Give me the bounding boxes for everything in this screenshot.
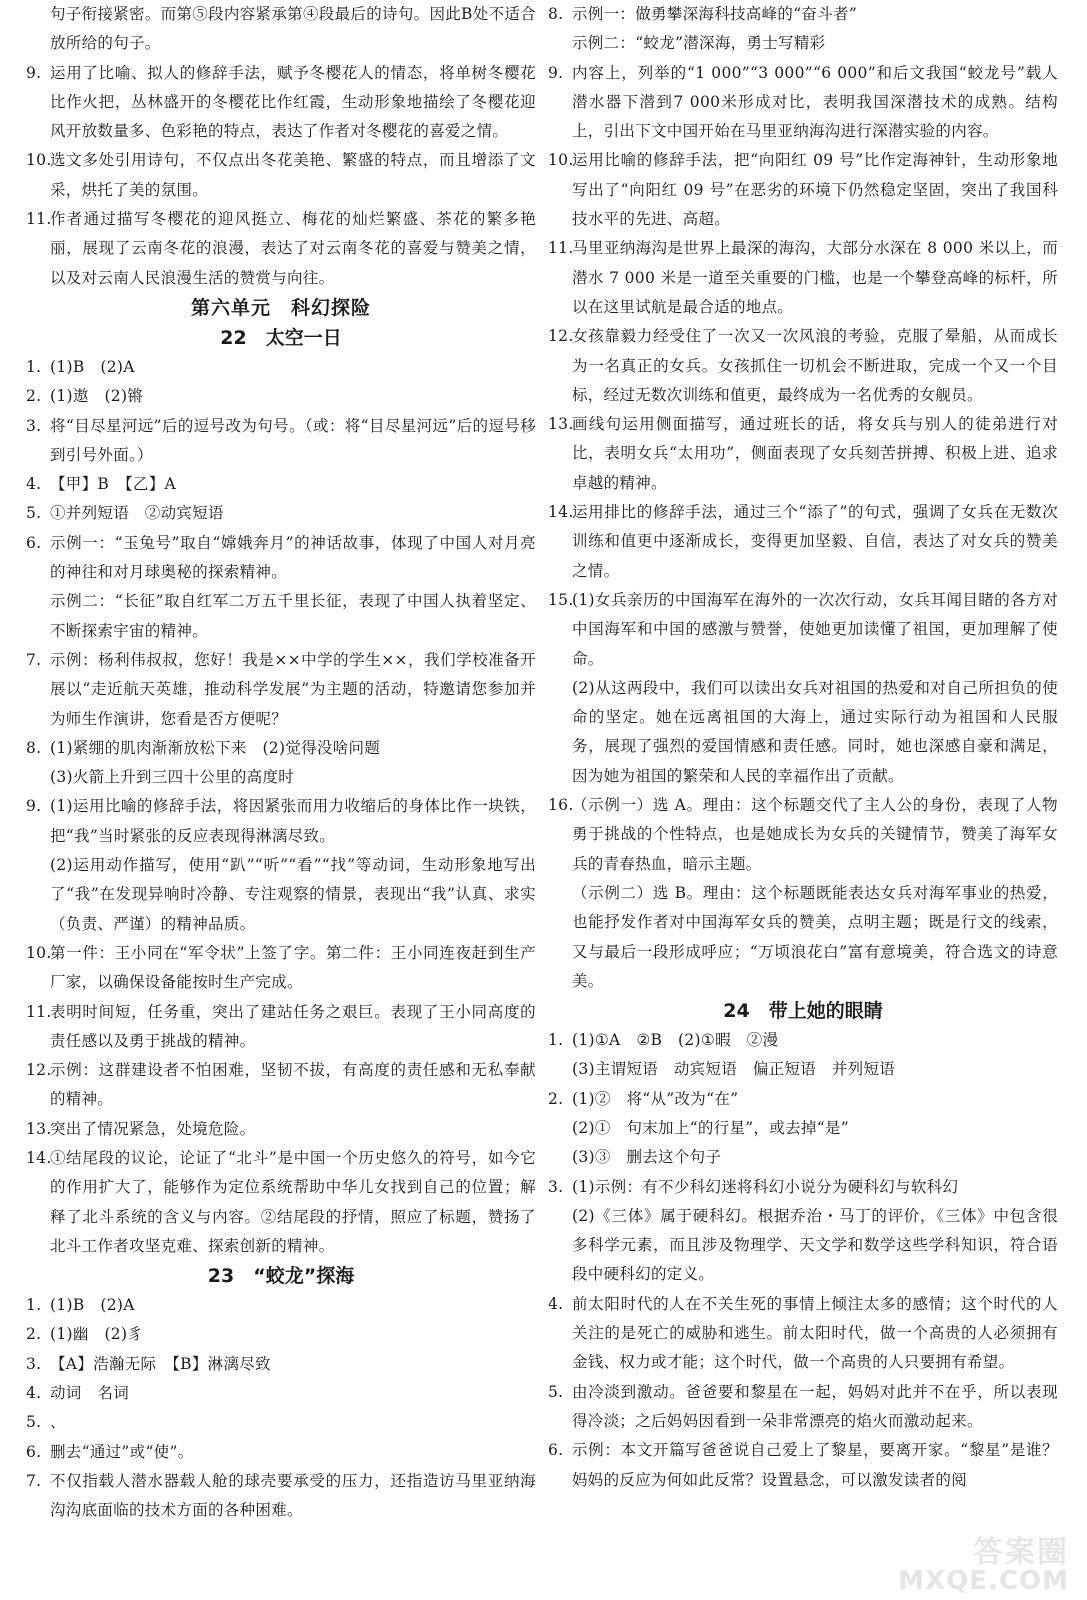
answer-item: [548, 1085, 1058, 1114]
question-number: 8.: [26, 738, 42, 757]
answer-item: [26, 1408, 536, 1437]
answer-item: [26, 1291, 536, 1320]
lesson-heading: 22 太空一日: [220, 326, 342, 349]
answer-item: [548, 322, 1058, 410]
answer-item: [26, 0, 536, 59]
question-number: 12.: [26, 1061, 52, 1080]
question-number: 2.: [548, 1089, 564, 1108]
question-number: 9.: [548, 63, 564, 82]
answer-sub-item: [548, 1143, 1058, 1172]
question-number: 4.: [26, 475, 42, 494]
question-number: 10.: [26, 151, 52, 170]
answer-item: [26, 646, 536, 734]
answer-text: 不仅指载人潜水器载人舱的球壳要承受的压力，还指造访马里亚纳海沟沟底面临的技术方面的各种困难。: [50, 1471, 536, 1520]
answer-text: 示例二：“长征”取自红军二万五千里长征，表现了中国人执着坚定、不断探索宇宙的精神。: [50, 592, 536, 640]
answer-text: 运用了比喻、拟人的修辞手法，赋予冬樱花人的情态，将单树冬樱花比作火把，丛林盛开的冬樱花比作红霞，生动形象地描绘了冬樱花迎风开放数量多、色彩艳的特点，表达了作者对冬樱花的喜爱之情。: [50, 63, 536, 141]
answer-item: [26, 939, 536, 998]
question-number: 5.: [548, 1382, 564, 1401]
question-number: 5.: [26, 1413, 42, 1432]
answer-item: [26, 412, 536, 471]
answer-text: 示例一：“玉兔号”取自“嫦娥奔月”的神话故事，体现了中国人对月亮的神往和对月球奥秘的探索精神。: [50, 533, 536, 582]
answer-text: 马里亚纳海沟是世界上最深的海沟，大部分水深在 8 000 米以上，而潜水 7 000 米是一道至关重要的门槛，也是一个攀登高峰的标杆，所以在这里试航是最合适的地点。: [572, 239, 1058, 316]
answer-item: [548, 1173, 1058, 1202]
question-number: 8.: [548, 5, 564, 23]
answer-text: (2)① 句末加上“的行星”，或去掉“是”: [572, 1118, 849, 1137]
answer-text: (2)《三体》属于硬科幻。根据乔治・马丁的评价，《三体》中包含很多科学元素，而且涉及物理学、天文学和数学这些学科知识，符合语段中硬科幻的定义。: [572, 1206, 1058, 1284]
answer-text: 选文多处引用诗句，不仅点出冬花美艳、繁盛的特点，而且增添了文采，烘托了美的氛围。: [50, 151, 536, 199]
answer-text: 【甲】B 【乙】A: [50, 475, 177, 494]
question-number: 4.: [26, 1384, 42, 1403]
answer-sub-item: [548, 1055, 1058, 1084]
answer-item: [548, 234, 1058, 322]
answer-text: (1)女兵亲历的中国海军在海外的一次次行动，女兵耳闻目睹的各方对中国海军和中国的感激与赞誉，使她更加读懂了祖国，更加理解了使命。: [572, 590, 1058, 668]
answer-item: [548, 1290, 1058, 1378]
answer-text: (2)运用动作描写，使用“趴”“听”“看”“找”等动词，生动形象地写出了“我”在发现异响时冷静、专注观察的情景，表现出“我”认真、求实（负责、严谨）的精神品质。: [50, 856, 536, 933]
question-number: 4.: [548, 1294, 564, 1313]
answer-item: [548, 1378, 1058, 1437]
question-number: 6.: [26, 533, 42, 552]
answer-text: 画线句运用侧面描写，通过班长的话，将女兵与别人的徒弟进行对比，表明女兵“太用功”，侧面表现了女兵刻苦拼搏、积极上进、追求卓越的精神。: [572, 415, 1058, 492]
question-number: 1.: [548, 1031, 564, 1050]
answer-item: [26, 1350, 536, 1379]
question-number: 6.: [548, 1441, 564, 1460]
answer-text: (1)遨 (2)锵: [50, 387, 144, 406]
answer-text: 由冷淡到激动。爸爸要和黎星在一起，妈妈对此并不在乎，所以表现得冷淡；之后妈妈因看到一朵非常漂亮的焰火而激动起来。: [572, 1382, 1058, 1430]
question-number: 14.: [548, 503, 574, 522]
answer-text: (2)从这两段中，我们可以读出女兵对祖国的热爱和对自己所担负的使命的坚定。她在远离祖国的大海上，通过实际行动为祖国和人民服务，展现了强烈的爱国情感和责任感。同时，她也深感自豪和满足，因为她为祖国的繁荣和人民的幸福作出了贡献。: [572, 678, 1058, 785]
answer-text: 女孩靠毅力经受住了一次又一次风浪的考验，克服了晕船，从而成长为一名真正的女兵。女孩抓住一切机会不断进取，完成一个又一个目标，经过无数次训练和值更，最终成为一名优秀的女舰员。: [572, 327, 1058, 404]
question-number: 5.: [26, 504, 42, 523]
answer-text: 、: [50, 1413, 66, 1432]
answer-item: [26, 734, 536, 763]
answer-text: (1)示例：有不少科幻迷将科幻小说分为硬科幻与软科幻: [572, 1177, 959, 1196]
answer-sub-item: [548, 1114, 1058, 1143]
answer-text: (1)运用比喻的修辞手法，将因紧张而用力收缩后的身体比作一块铁，把“我”当时紧张的反应表现得淋漓尽致。: [50, 797, 536, 845]
unit-heading: 第六单元 科幻探险: [190, 296, 371, 319]
question-number: 7.: [26, 1471, 42, 1490]
answer-item: [26, 1144, 536, 1261]
answer-sub-item: [548, 879, 1058, 996]
answer-text: (1)B (2)A: [50, 357, 135, 376]
answer-text: 表明时间短，任务重，突出了建站任务之艰巨。表现了王小同高度的责任感以及勇于挑战的精神。: [50, 1002, 536, 1050]
question-number: 16.: [548, 796, 574, 815]
answer-text: 作者通过描写冬樱花的迎风挺立、梅花的灿烂繁盛、茶花的繁多艳丽，展现了云南冬花的浪漫，表达了对云南冬花的喜爱与赞美之情，以及对云南人民浪漫生活的赞赏与向往。: [50, 210, 536, 287]
left-column: [26, 0, 536, 1526]
watermark-logo: [898, 1535, 1069, 1596]
answer-text: 示例：本文开篇写爸爸说自己爱上了黎星，要离开家。“黎星”是谁？妈妈的反应为何如此反常？设置悬念，可以激发读者的阅: [572, 1441, 1058, 1489]
answer-item: [26, 1115, 536, 1144]
question-number: 13.: [26, 1119, 52, 1138]
answer-item: [548, 586, 1058, 674]
answer-text: (1)①A ②B (2)①暇 ②漫: [572, 1031, 779, 1050]
answer-text: ①结尾段的议论，论证了“北斗”是中国一个历史悠久的符号，如今它的作用扩大了，能够作为定位系统帮助中华儿女找到自己的位置；解释了北斗系统的含义与内容。②结尾段的抒情，照应了标题，赞扬了北斗工作者攻坚克难、探索创新的精神。: [50, 1148, 536, 1255]
answer-text: 内容上，列举的“1 000”“3 000”“6 000”和后文我国“蛟龙号”载人潜水器下潜到7 000米形成对比，表明我国深潜技术的成熟。结构上，引出下文中国开始在马里亚纳海沟进行深潜实验的内容。: [572, 63, 1058, 141]
right-column: [548, 0, 1058, 1495]
answer-item: [548, 59, 1058, 147]
question-number: 11.: [26, 1002, 52, 1021]
answer-sub-item: [26, 851, 536, 939]
question-number: 11.: [26, 210, 52, 229]
answer-text: (3)③ 删去这个句子: [572, 1148, 722, 1167]
answer-item: [548, 0, 1058, 29]
answer-text: 【A】浩瀚无际 【B】淋漓尽致: [50, 1354, 271, 1373]
answer-item: [26, 1438, 536, 1467]
answer-text: 运用比喻的修辞手法，把“向阳红 09 号”比作定海神针，生动形象地写出了“向阳红 09 号”在恶劣的环境下仍然稳定坚固，突出了我国科技水平的先进、高超。: [572, 151, 1058, 229]
answer-text: 前太阳时代的人在不关生死的事情上倾注太多的感情；这个时代的人关注的是死亡的威胁和逃生。前太阳时代，做一个高贵的人必须拥有金钱、权力或才能；这个时代，做一个高贵的人只要拥有希望。: [572, 1294, 1058, 1372]
answer-text: （示例一）选 A。理由：这个标题交代了主人公的身份，表现了人物勇于挑战的个性特点，也是她成长为女兵的关键情节，赞美了海军女兵的青春热血，暗示主题。: [572, 796, 1058, 873]
answer-text: 句子衔接紧密。而第⑤段内容紧承第④段最后的诗句。因此B处不适合放所给的句子。: [50, 5, 536, 53]
answer-text: 动词 名词: [50, 1384, 130, 1403]
answer-item: [26, 382, 536, 411]
question-number: 2.: [26, 387, 42, 406]
answer-item: [548, 498, 1058, 586]
question-number: 9.: [26, 63, 42, 82]
answer-sub-item: [26, 587, 536, 646]
answer-item: [26, 59, 536, 147]
answer-text: (1)紧绷的肌肉渐渐放松下来 (2)觉得没啥问题: [50, 738, 381, 757]
answer-text: 删去“通过”或“使”。: [50, 1442, 194, 1461]
question-number: 13.: [548, 415, 574, 434]
answer-text: 第一件：王小同在“军令状”上签了字。第二件：王小同连夜赶到生产厂家，以确保设备能按时生产完成。: [50, 943, 536, 992]
answer-text: 示例：杨利伟叔叔，您好！我是××中学的学生××，我们学校准备开展以“走近航天英雄，推动科学发展”为主题的活动，特邀请您参加并为师生作演讲，您看是否方便呢？: [50, 650, 536, 728]
question-number: 3.: [26, 1354, 42, 1373]
answer-item: [26, 529, 536, 588]
answer-text: 示例一：做勇攀深海科技高峰的“奋斗者”: [572, 5, 858, 23]
answer-text: （示例二）选 B。理由：这个标题既能表达女兵对海军事业的热爱，也能抒发作者对中国海军女兵的赞美，点明主题；既是行文的线索，又与最后一段形成呼应；“万顷浪花白”富有意境美，符合选文的诗意美。: [572, 883, 1058, 990]
answer-item: [26, 1379, 536, 1408]
answer-item: [26, 998, 536, 1057]
question-number: 9.: [26, 797, 42, 816]
answer-item: [26, 353, 536, 382]
answer-sub-item: [548, 1202, 1058, 1290]
watermark-cn: 答案圈: [973, 1535, 1069, 1570]
answer-item: [548, 1026, 1058, 1055]
answer-text: 示例二：“蛟龙”潜深海，勇士写精彩: [572, 34, 826, 53]
question-number: 2.: [26, 1325, 42, 1344]
answer-item: [26, 1467, 536, 1526]
question-number: 12.: [548, 327, 574, 346]
answer-text: (3)火箭上升到三四十公里的高度时: [50, 768, 295, 787]
question-number: 10.: [26, 943, 52, 962]
answer-sub-item: [548, 29, 1058, 58]
answer-sub-item: [26, 763, 536, 792]
question-number: 3.: [548, 1177, 564, 1196]
lesson-heading: 24 带上她的眼睛: [723, 1000, 883, 1023]
answer-item: [26, 470, 536, 499]
answer-item: [26, 792, 536, 851]
lesson-heading: 23 “蛟龙”探海: [207, 1265, 355, 1288]
answer-item: [26, 205, 536, 293]
answer-item: [26, 499, 536, 528]
watermark-en: MXQE.COM: [898, 1566, 1069, 1596]
question-number: 1.: [26, 357, 42, 376]
question-number: 1.: [26, 1296, 42, 1315]
question-number: 3.: [26, 416, 42, 435]
answer-item: [548, 791, 1058, 879]
answer-text: (1)B (2)A: [50, 1296, 135, 1315]
question-number: 14.: [26, 1148, 52, 1167]
answer-text: 运用排比的修辞手法，通过三个“添了”的句式，强调了女兵在无数次训练和值更中逐渐成长，变得更加坚毅、自信，表达了对女兵的赞美之情。: [572, 503, 1058, 580]
answer-item: [548, 1436, 1058, 1495]
answer-item: [26, 1320, 536, 1349]
answer-sub-item: [548, 674, 1058, 791]
answer-text: 突出了情况紧急，处境危险。: [50, 1119, 256, 1138]
question-number: 15.: [548, 590, 574, 609]
answer-text: (1)幽 (2)豸: [50, 1325, 144, 1344]
question-number: 7.: [26, 650, 42, 669]
question-number: 10.: [548, 151, 574, 170]
answer-text: ①并列短语 ②动宾短语: [50, 504, 224, 523]
answer-item: [26, 1056, 536, 1115]
answer-text: (3)主谓短语 动宾短语 偏正短语 并列短语: [572, 1060, 896, 1079]
answer-item: [548, 146, 1058, 234]
answer-text: 示例：这群建设者不怕困难，坚韧不拔，有高度的责任感和无私奉献的精神。: [50, 1061, 536, 1109]
question-number: 11.: [548, 239, 574, 258]
question-number: 6.: [26, 1442, 42, 1461]
answer-text: 将“目尽星河远”后的逗号改为句号。（或：将“目尽星河远”后的逗号移到引号外面。）: [50, 416, 536, 464]
answer-text: (1)② 将“从”改为“在”: [572, 1089, 739, 1108]
answer-item: [26, 146, 536, 205]
answer-item: [548, 410, 1058, 498]
